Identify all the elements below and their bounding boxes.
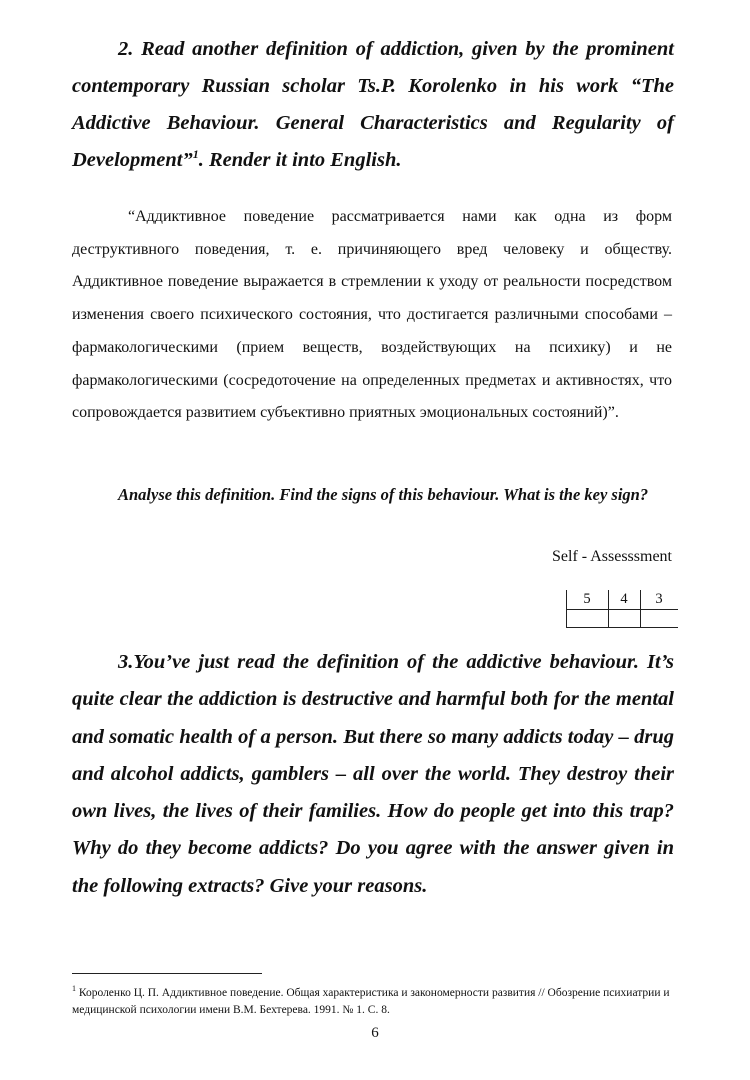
analyse-text: Analyse this definition. Find the signs of this behaviour. What is the key sign? (118, 485, 649, 504)
footnote (72, 980, 672, 1019)
task-2-heading (72, 31, 674, 179)
task-3-heading (72, 644, 674, 905)
task-2-heading-text: 2. Read another definition of addiction, given by the prominent contemporary Russian scholar Ts.P. Korolenko in his work “The Addictive Behaviour. General Characteristics and Regularity of Development” (72, 38, 674, 171)
footnote-reference[interactable]: 1 (192, 147, 199, 162)
score-option-5[interactable]: 5 (583, 591, 591, 607)
score-option-4[interactable]: 4 (620, 591, 628, 607)
footnote-separator (72, 973, 262, 974)
russian-definition-quote (72, 201, 672, 430)
footnote-text: Короленко Ц. П. Аддиктивное поведение. Общая характеристика и закономерности развития // Обозрение психиатрии и медицинской психологии имени В.М. Бехтерева. 1991. № 1. С. 8. (72, 986, 670, 1016)
page-number: 6 (371, 1025, 379, 1041)
footnote-number: 1 (72, 984, 76, 993)
analyse-instruction (72, 478, 673, 511)
task-2-heading-tail: . Render it into English. (198, 149, 402, 171)
self-assessment-score-table (566, 590, 678, 628)
self-assessment-label: Self - Assesssment (552, 548, 672, 565)
task-3-text: 3.You’ve just read the definition of the addictive behaviour. It’s quite clear the addiction is destructive and harmful both for the mental and somatic health of a person. But there so many addicts today – drug and alcohol addicts, gamblers – all over the world. They destroy their own lives, the lives of their families. How do people get into this trap? Why do they become addicts? Do you agree with the answer given in the following extracts? Give your reasons. (72, 651, 674, 897)
quote-text: “Аддиктивное поведение рассматривается нами как одна из форм деструктивного поведения, т. е. причиняющего вред человеку и обществу. Аддиктивное поведение выражается в стремлении к уходу от реальности посредством изменения своего психического состояния, что достигается различными способами – фармакологическими (прием веществ, воздействующих на психику) и не фармакологическими (сосредоточение на определенных предметах и активностях, что сопровождается развитием субъективно приятных эмоциональных состояний)”. (72, 208, 672, 422)
score-option-3[interactable]: 3 (655, 591, 663, 607)
